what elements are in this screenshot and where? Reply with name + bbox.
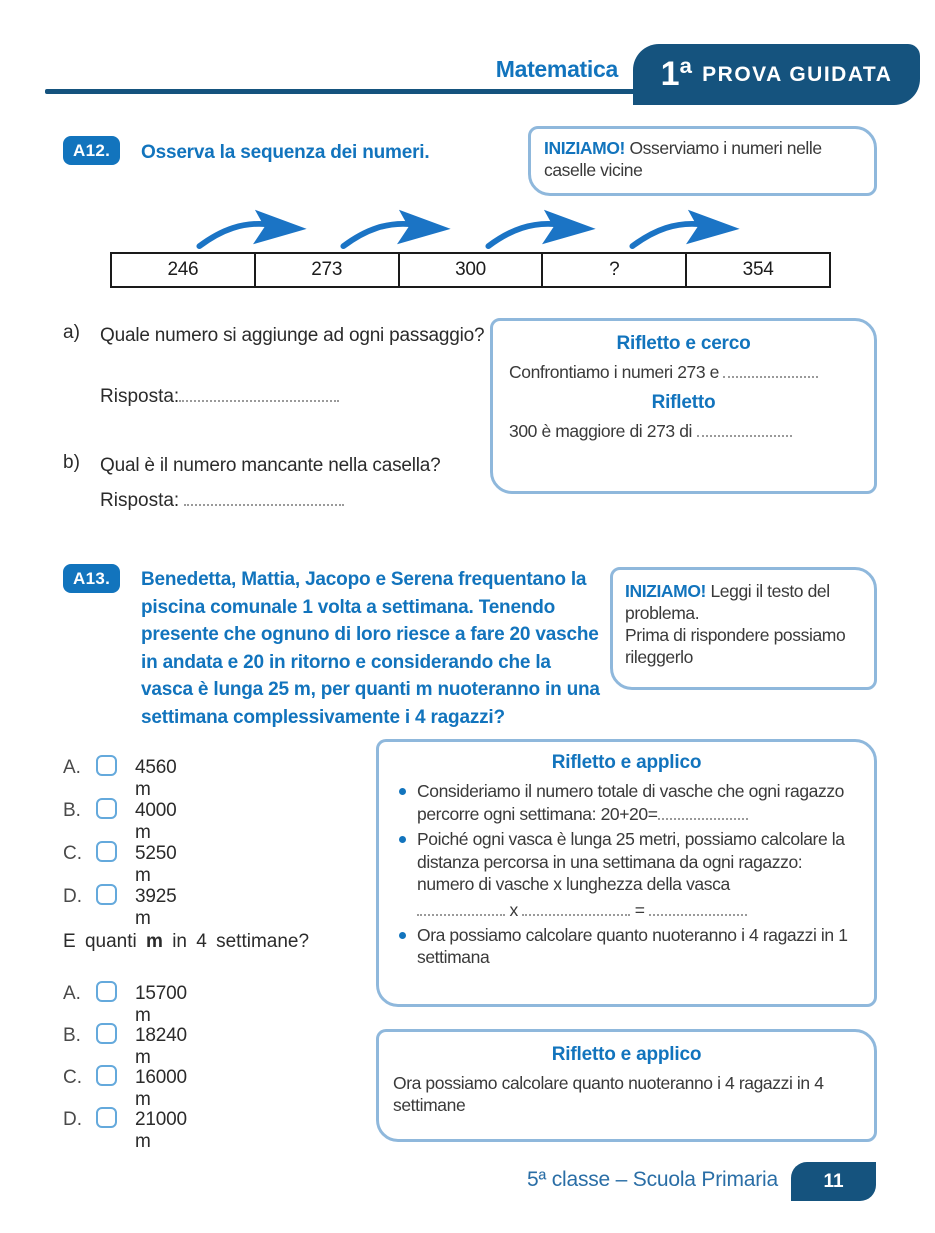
question-e-bold-m: m (146, 931, 163, 952)
applico-bullet-3 (393, 924, 860, 969)
option-value: 5250 m (135, 843, 177, 886)
risposta-label: Risposta: (100, 490, 180, 511)
sequence-arrow-icon (195, 204, 311, 250)
iniziamo-lead: INIZIAMO! (544, 138, 625, 158)
applico-bullet-1-text: Consideriamo il numero totale di vasche che ogni ragazzo percorre ogni settimana: 20+20= (417, 781, 845, 824)
applico-equation-line (393, 899, 860, 921)
exercise-a13-title: Benedetta, Mattia, Jacopo e Serena frequentano la piscina comunale 1 volta a settimana. Tenendo presente che ognuno di loro riesce a fare 20 vasche in andata e 20 in ritorno e considerando che la vasca è lunga 25 m, per quanti m nuoteranno in una settimana complessivamente i 4 ragazzi? (141, 569, 600, 728)
question-e-prefix: E quanti (63, 931, 137, 952)
applico-box2-text: Ora possiamo calcolare quanto nuoteranno i 4 ragazzi in 4 settimane (393, 1073, 824, 1115)
iniziamo-box-a12 (528, 126, 877, 196)
risposta-label: Risposta: (100, 386, 180, 407)
sequence-cell: 246 (167, 259, 199, 280)
rifletto-line2 (509, 420, 858, 442)
question-e-text (63, 931, 309, 953)
option-letter: A. (63, 757, 81, 778)
option-letter: A. (63, 983, 81, 1004)
prova-guidata-badge (633, 44, 920, 105)
option-letter: D. (63, 1109, 82, 1130)
option-letter: D. (63, 886, 82, 907)
option-letter: C. (63, 1067, 82, 1088)
applico-bullet-3-text: Ora possiamo calcolare quanto nuoteranno i 4 ragazzi in 1 settimana (417, 924, 848, 967)
question-b-text: Qual è il numero mancante nella casella? (100, 455, 441, 476)
applico-bullet-2 (393, 828, 860, 896)
header-divider (45, 89, 637, 94)
exercise-a12-badge: A12. (63, 136, 120, 165)
rifletto-applico-title: Rifletto e applico (551, 1044, 702, 1065)
rifletto-cerco-title: Rifletto e cerco (616, 333, 751, 354)
option-value: 3925 m (135, 886, 177, 929)
rifletto-applico-box-1 (376, 739, 877, 1007)
sequence-cell-missing: ? (541, 254, 685, 286)
rifletto-cerco-box (490, 318, 877, 494)
option-value: 18240 m (135, 1025, 187, 1068)
question-a-text: Quale numero si aggiunge ad ogni passaggio? (100, 325, 485, 346)
equation-equals: = (634, 899, 645, 920)
exercise-a12-title: Osserva la sequenza dei numeri. (141, 142, 430, 163)
answer-checkbox[interactable] (96, 841, 117, 862)
answer-blank[interactable] (179, 388, 339, 402)
option-letter: C. (63, 843, 82, 864)
answer-blank[interactable] (697, 423, 792, 437)
iniziamo-lead: INIZIAMO! (625, 581, 706, 601)
sequence-cell: 300 (398, 254, 542, 286)
option-value: 21000 m (135, 1109, 187, 1152)
rifletto-applico-box-2 (376, 1029, 877, 1142)
option-value: 4560 m (135, 757, 177, 800)
question-b-letter: b) (63, 452, 80, 473)
exercise-a13-badge: A13. (63, 564, 120, 593)
answer-blank[interactable] (658, 806, 748, 820)
answer-checkbox[interactable] (96, 1065, 117, 1086)
question-e-suffix: in 4 settimane? (172, 931, 310, 952)
rifletto-line2-text: 300 è maggiore di 273 di (509, 421, 693, 441)
sequence-arrow-icon (339, 204, 455, 250)
rifletto-cerco-line1 (509, 361, 858, 383)
option-value: 15700 m (135, 983, 187, 1026)
page-number: 11 (823, 1170, 844, 1192)
subject-title: Matematica (495, 56, 618, 82)
option-value: 4000 m (135, 800, 177, 843)
answer-checkbox[interactable] (96, 1023, 117, 1044)
answer-blank[interactable] (723, 364, 818, 378)
answer-blank[interactable] (522, 902, 630, 916)
sequence-arrow-icon (484, 204, 600, 250)
iniziamo-line2: Prima di rispondere possiamo rileggerlo (625, 625, 846, 667)
rifletto-line1-text: Confrontiamo i numeri 273 e (509, 362, 720, 382)
answer-checkbox[interactable] (96, 1107, 117, 1128)
answer-blank[interactable] (649, 902, 747, 916)
rifletto-title: Rifletto (651, 392, 716, 413)
prova-number: 1ª (660, 55, 693, 93)
answer-blank[interactable] (184, 492, 344, 506)
applico-bullet-2-text: Poiché ogni vasca è lunga 25 metri, possiamo calcolare la distanza percorsa in una settimana da ogni ragazzo: numero di vasche x lunghezza della vasca (417, 829, 845, 894)
number-sequence-table (110, 252, 831, 288)
applico-bullet-1 (393, 780, 860, 825)
question-a-letter: a) (63, 322, 80, 343)
prova-label: PROVA GUIDATA (702, 62, 893, 86)
option-value: 16000 m (135, 1067, 187, 1110)
sequence-arrow-icon (628, 204, 744, 250)
iniziamo-box-a13 (610, 567, 877, 690)
footer-label: 5ª classe – Scuola Primaria (527, 1168, 778, 1191)
answer-checkbox[interactable] (96, 755, 117, 776)
answer-checkbox[interactable] (96, 798, 117, 819)
iniziamo-line1: Leggi il testo del problema. (625, 581, 830, 623)
equation-times: x (509, 899, 518, 920)
question-b-answer (100, 490, 344, 512)
option-letter: B. (63, 800, 81, 821)
rifletto-applico-title: Rifletto e applico (551, 752, 702, 773)
iniziamo-text: Osserviamo i numeri nelle caselle vicine (544, 138, 822, 180)
answer-checkbox[interactable] (96, 981, 117, 1002)
sequence-cell: 273 (254, 254, 398, 286)
sequence-cell: 354 (685, 254, 829, 286)
answer-blank[interactable] (417, 902, 505, 916)
option-letter: B. (63, 1025, 81, 1046)
page-number-badge (791, 1162, 876, 1201)
question-a-answer (100, 386, 339, 408)
answer-checkbox[interactable] (96, 884, 117, 905)
